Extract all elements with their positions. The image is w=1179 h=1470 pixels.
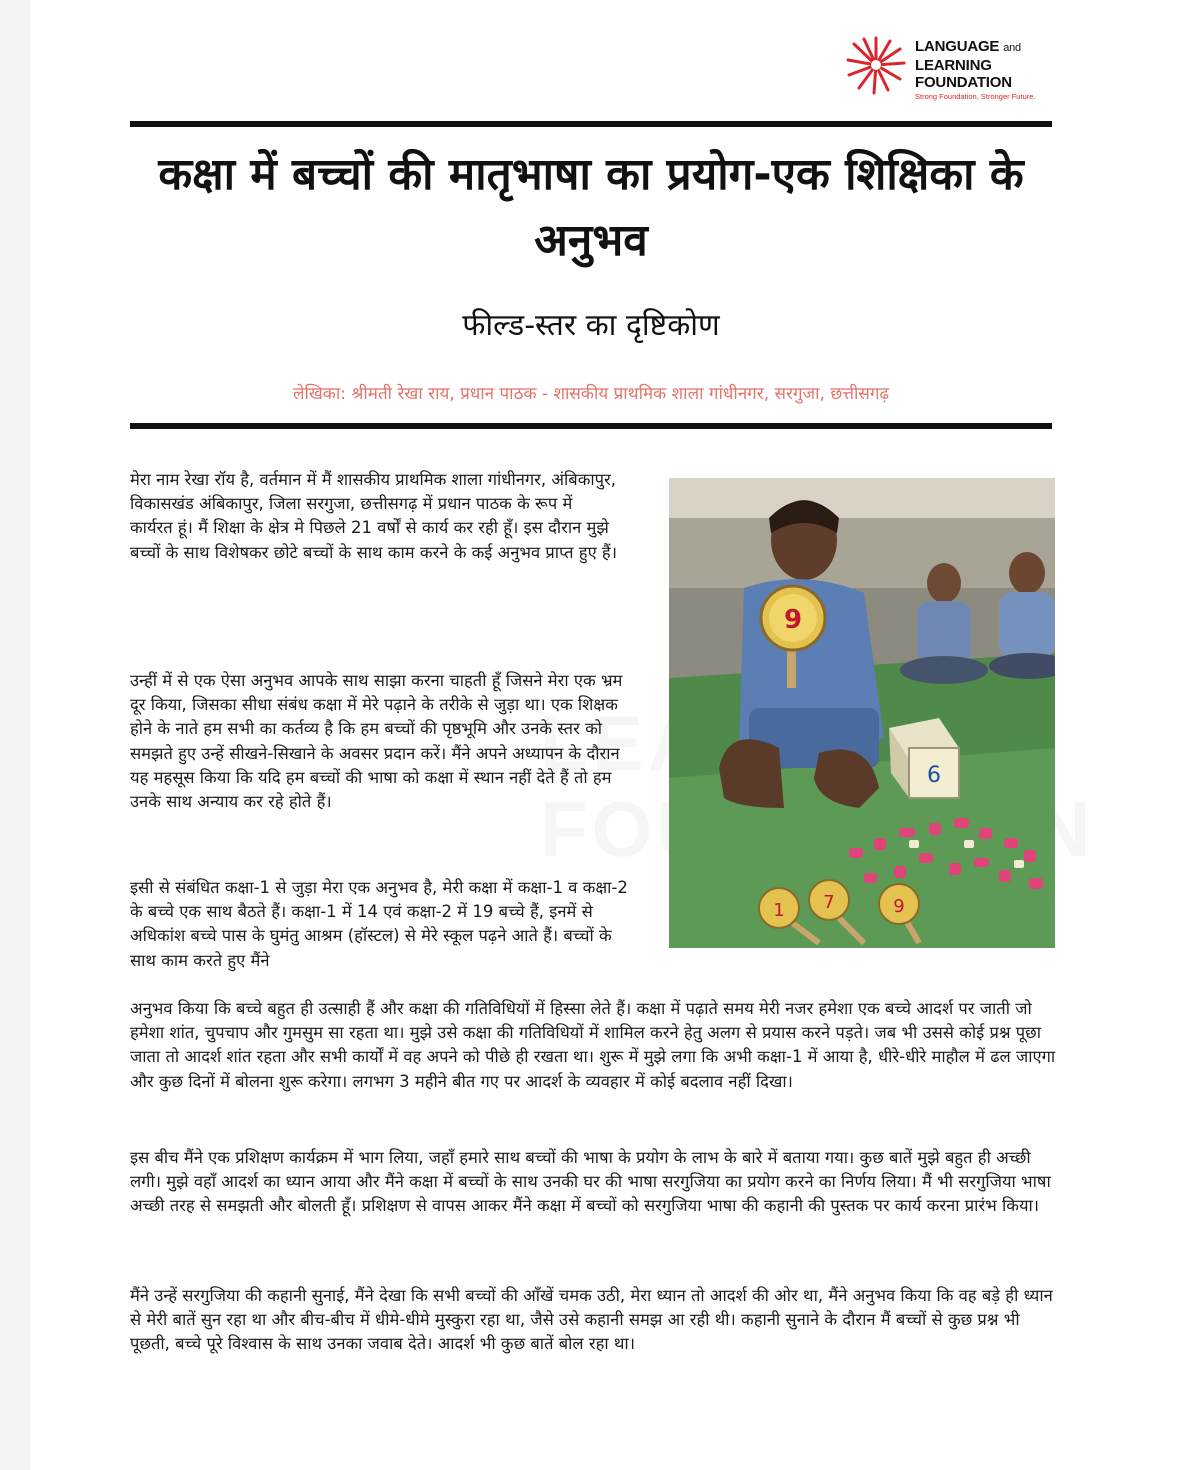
logo-line-1: LANGUAGE xyxy=(915,38,1000,55)
logo-tagline: Strong Foundation, Stronger Future. xyxy=(915,92,1036,101)
logo-line-2: LEARNING xyxy=(915,57,992,74)
article-subtitle: फील्ड-स्तर का दृष्टिकोण xyxy=(462,308,720,343)
photo-dice-face: 6 xyxy=(927,763,941,788)
llf-logo xyxy=(845,34,1060,110)
classroom-photo xyxy=(669,478,1055,948)
article-byline: लेखिका: श्रीमती रेखा राय, प्रधान पाठक - शासकीय प्राथमिक शाला गांधीनगर, सरगुजा, छत्तीसगढ़ xyxy=(292,384,890,404)
logo-line-3: FOUNDATION xyxy=(915,74,1012,91)
paragraph-story: मैंने उन्हें सरगुजिया की कहानी सुनाई, मैंने देखा कि सभी बच्चों की आँखें चमक उठी, मेरा ध्यान तो आदर्श की ओर था, मैंने अनुभव किया कि वह बड़े ही ध्यान से मेरी बातें सुन रहा था और बीच-बीच में धीमे-धीमे मुस्कुरा रहा था, जैसे उसे कहानी समझ आ रही थी। कहानी सुनाने के दौरान मैं बच्चों से कुछ प्रश्न भी पूछती, बच्चे पूरे विश्वास के साथ उनका जवाब देते। आदर्श भी कुछ बातें बोल रहा था। xyxy=(130,1286,1053,1354)
page-left-margin xyxy=(0,0,30,1470)
photo-card-bottom-1: 1 xyxy=(773,900,785,921)
paragraph-training: इस बीच मैंने एक प्रशिक्षण कार्यक्रम में भाग लिया, जहाँ हमारे साथ बच्चों की भाषा के प्रयोग के लाभ के बारे में बताया गया। कुछ बातें मुझे बहुत ही अच्छी लगी। मुझे वहाँ आदर्श का ध्यान आया और मैंने कक्षा में बच्चों के साथ उनकी घर की भाषा सरगुजिया का प्रयोग करने का निर्णय लिया। मैं भी सरगुजिया भाषा अच्छी तरह से समझती और बोलती हूँ। प्रशिक्षण से वापस आकर मैंने कक्षा में बच्चों को सरगुजिया भाषा की कहानी की पुस्तक पर कार्य करना प्रारंभ किया। xyxy=(130,1148,1051,1216)
paragraph-intro: मेरा नाम रेखा रॉय है, वर्तमान में मैं शासकीय प्राथमिक शाला गांधीनगर, अंबिकापुर, विकासखंड अंबिकापुर, जिला सरगुजा, छत्तीसगढ़ में प्रधान पाठक के रूप में कार्यरत हूं। मैं शिक्षा के क्षेत्र मे पिछले 21 वर्षों से कार्य कर रही हूँ। इस दौरान मुझे बच्चों के साथ विशेषकर छोटे बच्चों के साथ काम करने के कई अनुभव प्राप्त हुए हैं। xyxy=(130,470,617,562)
photo-card-bottom-2: 7 xyxy=(823,892,835,913)
photo-card-bottom-3: 9 xyxy=(893,896,905,917)
paragraph-classroom: इसी से संबंधित कक्षा-1 से जुड़ा मेरा एक अनुभव है, मेरी कक्षा में कक्षा-1 व कक्षा-2 के बच्चे एक साथ बैठते हैं। कक्षा-1 में 14 एवं कक्षा-2 में 19 बच्चे हैं, इनमें से अधिकांश बच्चे पास के घुमंतु आश्रम (हॉस्टल) से मेरे स्कूल पढ़ने आते हैं। बच्चों के साथ काम करते हुए मैंने xyxy=(130,878,628,970)
paragraph-adarsh: अनुभव किया कि बच्चे बहुत ही उत्साही हैं और कक्षा की गतिविधियों में हिस्सा लेते हैं। कक्षा में पढ़ाते समय मेरी नजर हमेशा एक बच्चे आदर्श पर जाती जो हमेशा शांत, चुपचाप और गुमसुम सा रहता था। मुझे उसे कक्षा की गतिविधियों में शामिल करने हेतु अलग से प्रयास करने पड़ते। जब भी उससे कोई प्रश्न पूछा जाता तो आदर्श शांत रहता और सभी कार्यों में वह अपने को पीछे ही रखता था। शुरू में मुझे लगा कि अभी कक्षा-1 में आया है, धीरे-धीरे माहौल में ढल जाएगा और कुछ दिनों में बोलना शुरू करेगा। लगभग 3 महीने बीत गए पर आदर्श के व्यवहार में कोई बदलाव नहीं दिखा। xyxy=(130,999,1056,1091)
logo-wordmark xyxy=(915,38,1021,91)
article-title: कक्षा में बच्चों की मातृभाषा का प्रयोग-एक शिक्षिका के अनुभव xyxy=(158,149,1024,266)
burst-logo-icon xyxy=(845,34,907,96)
photo-card-main: 9 xyxy=(783,605,803,635)
header-rule-top xyxy=(130,121,1052,127)
logo-line-1-and: and xyxy=(1003,42,1021,54)
header-rule-bottom xyxy=(130,423,1052,429)
paragraph-experience: उन्हीं में से एक ऐसा अनुभव आपके साथ साझा करना चाहती हूँ जिसने मेरा एक भ्रम दूर किया, जिसका सीधा संबंध कक्षा में मेरे पढ़ाने के तरीके से जुड़ा था। एक शिक्षक होने के नाते हम सभी का कर्तव्य है कि हम बच्चों की पृष्ठभूमि और उनके स्तर को समझते हुए उन्हें सीखने-सिखाने के अवसर प्रदान करें। मैंने अपने अध्यापन के दौरान यह महसूस किया कि यदि हम बच्चों की भाषा को कक्षा में स्थान नहीं देते हैं तो हम उनके साथ अन्याय कर रहे होते हैं। xyxy=(130,671,623,812)
